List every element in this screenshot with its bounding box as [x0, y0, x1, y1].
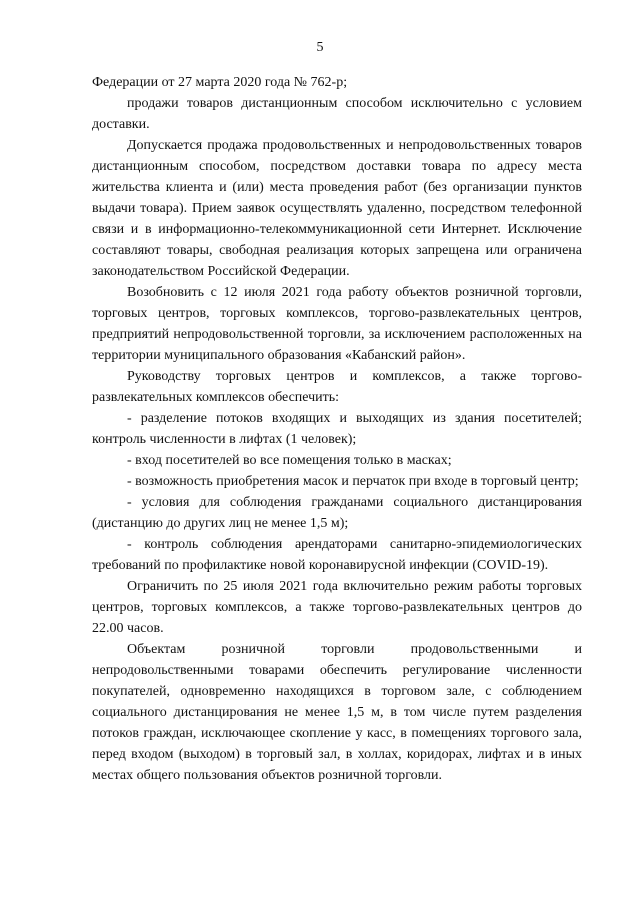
paragraph: продажи товаров дистанционным способом исключительно с условием доставки.	[92, 96, 582, 132]
list-item: - возможность приобретения масок и перчаток при входе в торговый центр;	[127, 474, 579, 489]
document-body	[92, 72, 582, 786]
list-item: - разделение потоков входящих и выходящих из здания посетителей; контроль численности в лифтах (1 человек);	[92, 411, 582, 447]
paragraph: Федерации от 27 марта 2020 года № 762-р;	[92, 75, 348, 90]
list-item: - условия для соблюдения гражданами социального дистанцирования (дистанцию до других лиц не менее 1,5 м);	[92, 495, 582, 531]
paragraph: Возобновить с 12 июля 2021 года работу объектов розничной торговли, торговых центров, торговых комплексов, торгово-развлекательных центров, предприятий непродовольственной торговли, за исключением расположенных на территории муниципального образования «Кабанский район».	[92, 285, 582, 363]
paragraph: Объектам розничной торговли продовольственными и непродовольственными товарами обеспечить регулирование численности покупателей, одновременно находящихся в торговом зале, с соблюдением социального дистанцирования не менее 1,5 м, в том числе путем разделения потоков граждан, исключающее скопление у касс, в помещениях торгового зала, перед входом (выходом) в торговый зал, в холлах, коридорах, лифтах и в иных местах общего пользования объектов розничной торговли.	[92, 642, 582, 783]
list-item: - вход посетителей во все помещения только в масках;	[127, 453, 452, 468]
paragraph: Ограничить по 25 июля 2021 года включительно режим работы торговых центров, торговых комплексов, а также торгово-развлекательных центров до 22.00 часов.	[92, 579, 582, 636]
list-item: - контроль соблюдения арендаторами санитарно-эпидемиологических требований по профилактике новой коронавирусной инфекции (COVID-19).	[92, 537, 582, 573]
paragraph: Допускается продажа продовольственных и непродовольственных товаров дистанционным способом, посредством доставки товара по адресу места жительства клиента и (или) места проведения работ (без организации пунктов выдачи товара). Прием заявок осуществлять удаленно, посредством телефонной связи и в информационно-телекоммуникационной сети Интернет. Исключение составляют товары, свободная реализация которых запрещена или ограничена законодательством Российской Федерации.	[92, 138, 582, 279]
page-number: 5	[316, 40, 324, 55]
paragraph: Руководству торговых центров и комплексов, а также торгово-развлекательных комплексов обеспечить:	[92, 369, 582, 405]
